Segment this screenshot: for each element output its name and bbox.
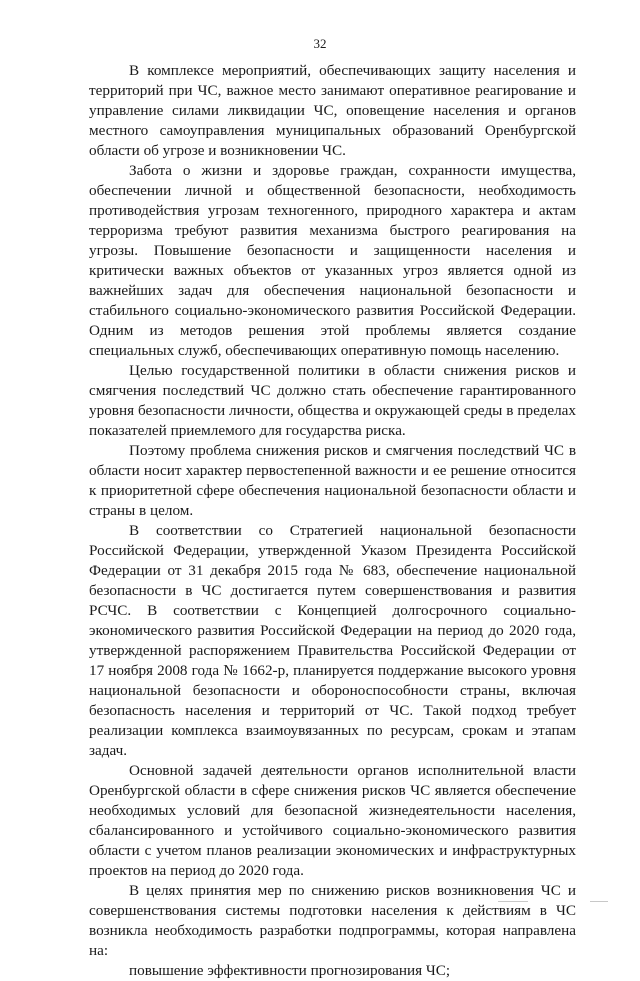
scan-artifact-line [590, 901, 608, 902]
paragraph-5: В соответствии со Стратегией национальной безопасности Российской Федерации, утвержденной Указом Президента Российской Федерации от 31 декабря 2015 года № 683, обеспечение национальной безопасности в ЧС достигается путем совершенствования и развития РСЧС. В соответствии с Концепцией долгосрочного социально-экономического развития Российской Федерации на период до 2020 года, утвержденной распоряжением Правительства Российской Федерации от 17 ноября 2008 года № 1662-р, планируется поддержание высокого уровня национальной безопасности и обороноспособности страны, включая безопасность населения и территорий от ЧС. Такой подход требует реализации комплекса взаимоувязанных по ресурсам, срокам и этапам задач. [89, 522, 576, 759]
page-number: 32 [313, 36, 327, 51]
scan-artifact-line [498, 901, 528, 902]
paragraph-7: В целях принятия мер по снижению рисков возникновения ЧС и совершенствования системы подготовки населения к действиям в ЧС возникла необходимость разработки подпрограммы, которая направлена на: [89, 882, 576, 959]
paragraph-6: Основной задачей деятельности органов исполнительной власти Оренбургской области в сфере снижения рисков ЧС является обеспечение необходимых условий для безопасной жизнедеятельности населения, сбалансированного и устойчивого социально-экономического развития области с учетом планов реализации экономических и инфраструктурных проектов на период до 2020 года. [89, 762, 576, 879]
paragraph-4: Поэтому проблема снижения рисков и смягчения последствий ЧС в области носит характер первостепенной важности и ее решение относится к приоритетной сфере обеспечения национальной безопасности области и страны в целом. [89, 442, 576, 519]
paragraph-3: Целью государственной политики в области снижения рисков и смягчения последствий ЧС должно стать обеспечение гарантированного уровня безопасности личности, общества и окружающей среды в пределах показателей приемлемого для государства риска. [89, 362, 576, 439]
paragraph-1: В комплексе мероприятий, обеспечивающих защиту населения и территорий при ЧС, важное место занимают оперативное реагирование и управление силами ликвидации ЧС, оповещение населения и органов местного самоуправления муниципальных образований Оренбургской области об угрозе и возникновении ЧС. [89, 62, 576, 159]
list-item-1: повышение эффективности прогнозирования ЧС; [129, 962, 451, 979]
document-body [89, 61, 576, 981]
paragraph-2: Забота о жизни и здоровье граждан, сохранности имущества, обеспечении личной и общественной безопасности, необходимость противодействия угрозам техногенного, природного характера и актам терроризма требуют развития механизма быстрого реагирования на угрозы. Повышение безопасности и защищенности населения и критически важных объектов от указанных угроз является одной из важнейших задач для обеспечения национальной безопасности и стабильного социально-экономического развития Российской Федерации. Одним из методов решения этой проблемы является создание специальных служб, обеспечивающих оперативную помощь населению. [89, 162, 576, 359]
